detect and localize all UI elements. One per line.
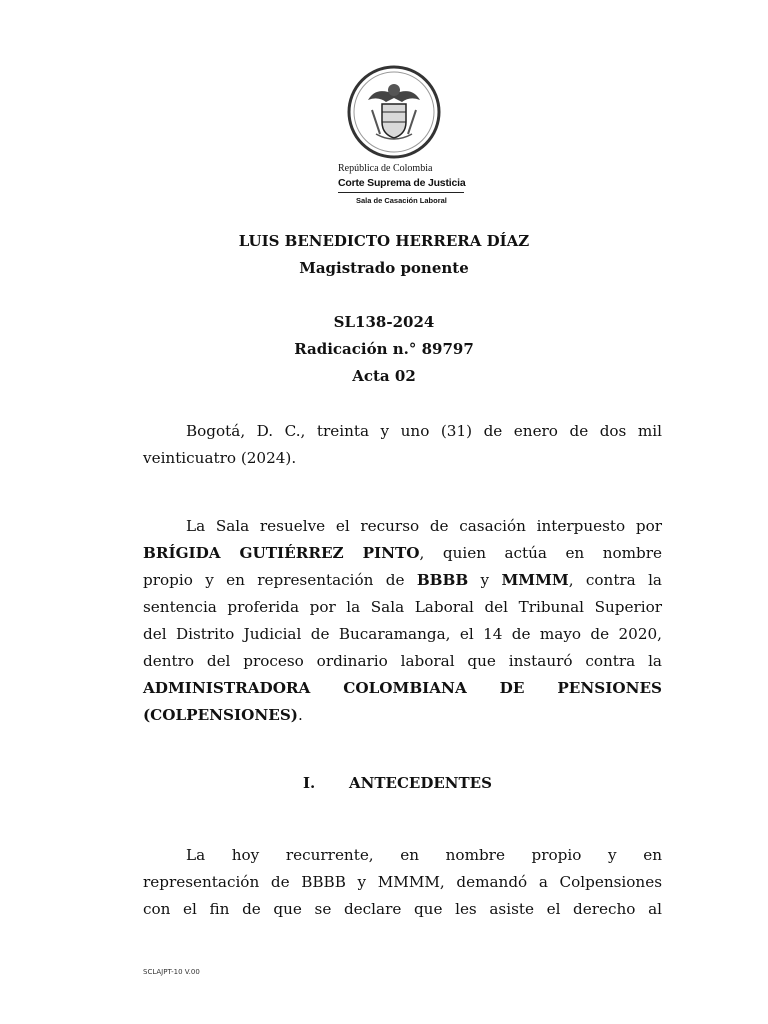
date-paragraph	[143, 418, 662, 472]
acta-number: Acta 02	[352, 367, 416, 385]
coat-of-arms-icon	[346, 64, 442, 160]
antecedentes-line-2: representación de BBBB y MMMM, demandó a Colpensiones	[143, 873, 662, 891]
magistrate-role: Magistrado ponente	[299, 259, 469, 277]
resolution-line-3-c: y	[468, 571, 502, 589]
magistrate-name: LUIS BENEDICTO HERRERA DÍAZ	[238, 232, 530, 250]
resolution-paragraph	[143, 513, 662, 729]
section-title: ANTECEDENTES	[349, 774, 492, 792]
section-number: I.	[303, 774, 316, 792]
minor-name-1: BBBB	[416, 571, 469, 589]
letterhead-divider	[338, 192, 464, 193]
letterhead-country: República de Colombia	[338, 163, 433, 174]
resolution-line-3-a: propio y en representación de	[143, 571, 417, 589]
letterhead-court: Corte Suprema de Justicia	[338, 177, 466, 189]
radicacion-number: Radicación n.° 89797	[294, 340, 474, 358]
resolution-line-2	[143, 540, 662, 567]
case-number: SL138-2024	[333, 313, 435, 331]
antecedentes-paragraph	[143, 842, 662, 923]
resolution-line-3-d: , contra la	[568, 571, 662, 589]
resolution-line-5: del Distrito Judicial de Bucaramanga, el 14 de mayo de 2020,	[143, 625, 662, 643]
resolution-line-4: sentencia proferida por la Sala Laboral del Tribunal Superior	[143, 598, 662, 616]
resolution-line-3	[143, 567, 662, 594]
resolution-line-6: dentro del proceso ordinario laboral que instauró contra la	[143, 652, 662, 670]
antecedentes-line-1: La hoy recurrente, en nombre propio y en	[186, 846, 662, 864]
section-heading	[303, 774, 492, 792]
antecedentes-line-3: con el fin de que se declare que les asiste el derecho al	[143, 900, 662, 918]
appellant-name: BRÍGIDA GUTIÉRREZ PINTO	[143, 544, 420, 562]
resolution-line-8-end: .	[297, 706, 303, 724]
resolution-line-2-text: , quien actúa en nombre	[419, 544, 662, 562]
document-code: SCLAJPT-10 V.00	[143, 968, 200, 976]
resolution-line-1: La Sala resuelve el recurso de casación interpuesto por	[186, 517, 662, 535]
minor-name-2: MMMM	[501, 571, 569, 589]
respondent-acronym: (COLPENSIONES)	[143, 706, 298, 724]
court-seal	[346, 64, 442, 160]
date-line-1: Bogotá, D. C., treinta y uno (31) de enero de dos mil	[186, 422, 662, 440]
respondent-name: ADMINISTRADORA COLOMBIANA DE PENSIONES	[143, 679, 662, 697]
letterhead-chamber: Sala de Casación Laboral	[356, 196, 447, 205]
resolution-line-8	[143, 702, 662, 729]
date-line-2: veinticuatro (2024).	[143, 449, 297, 467]
